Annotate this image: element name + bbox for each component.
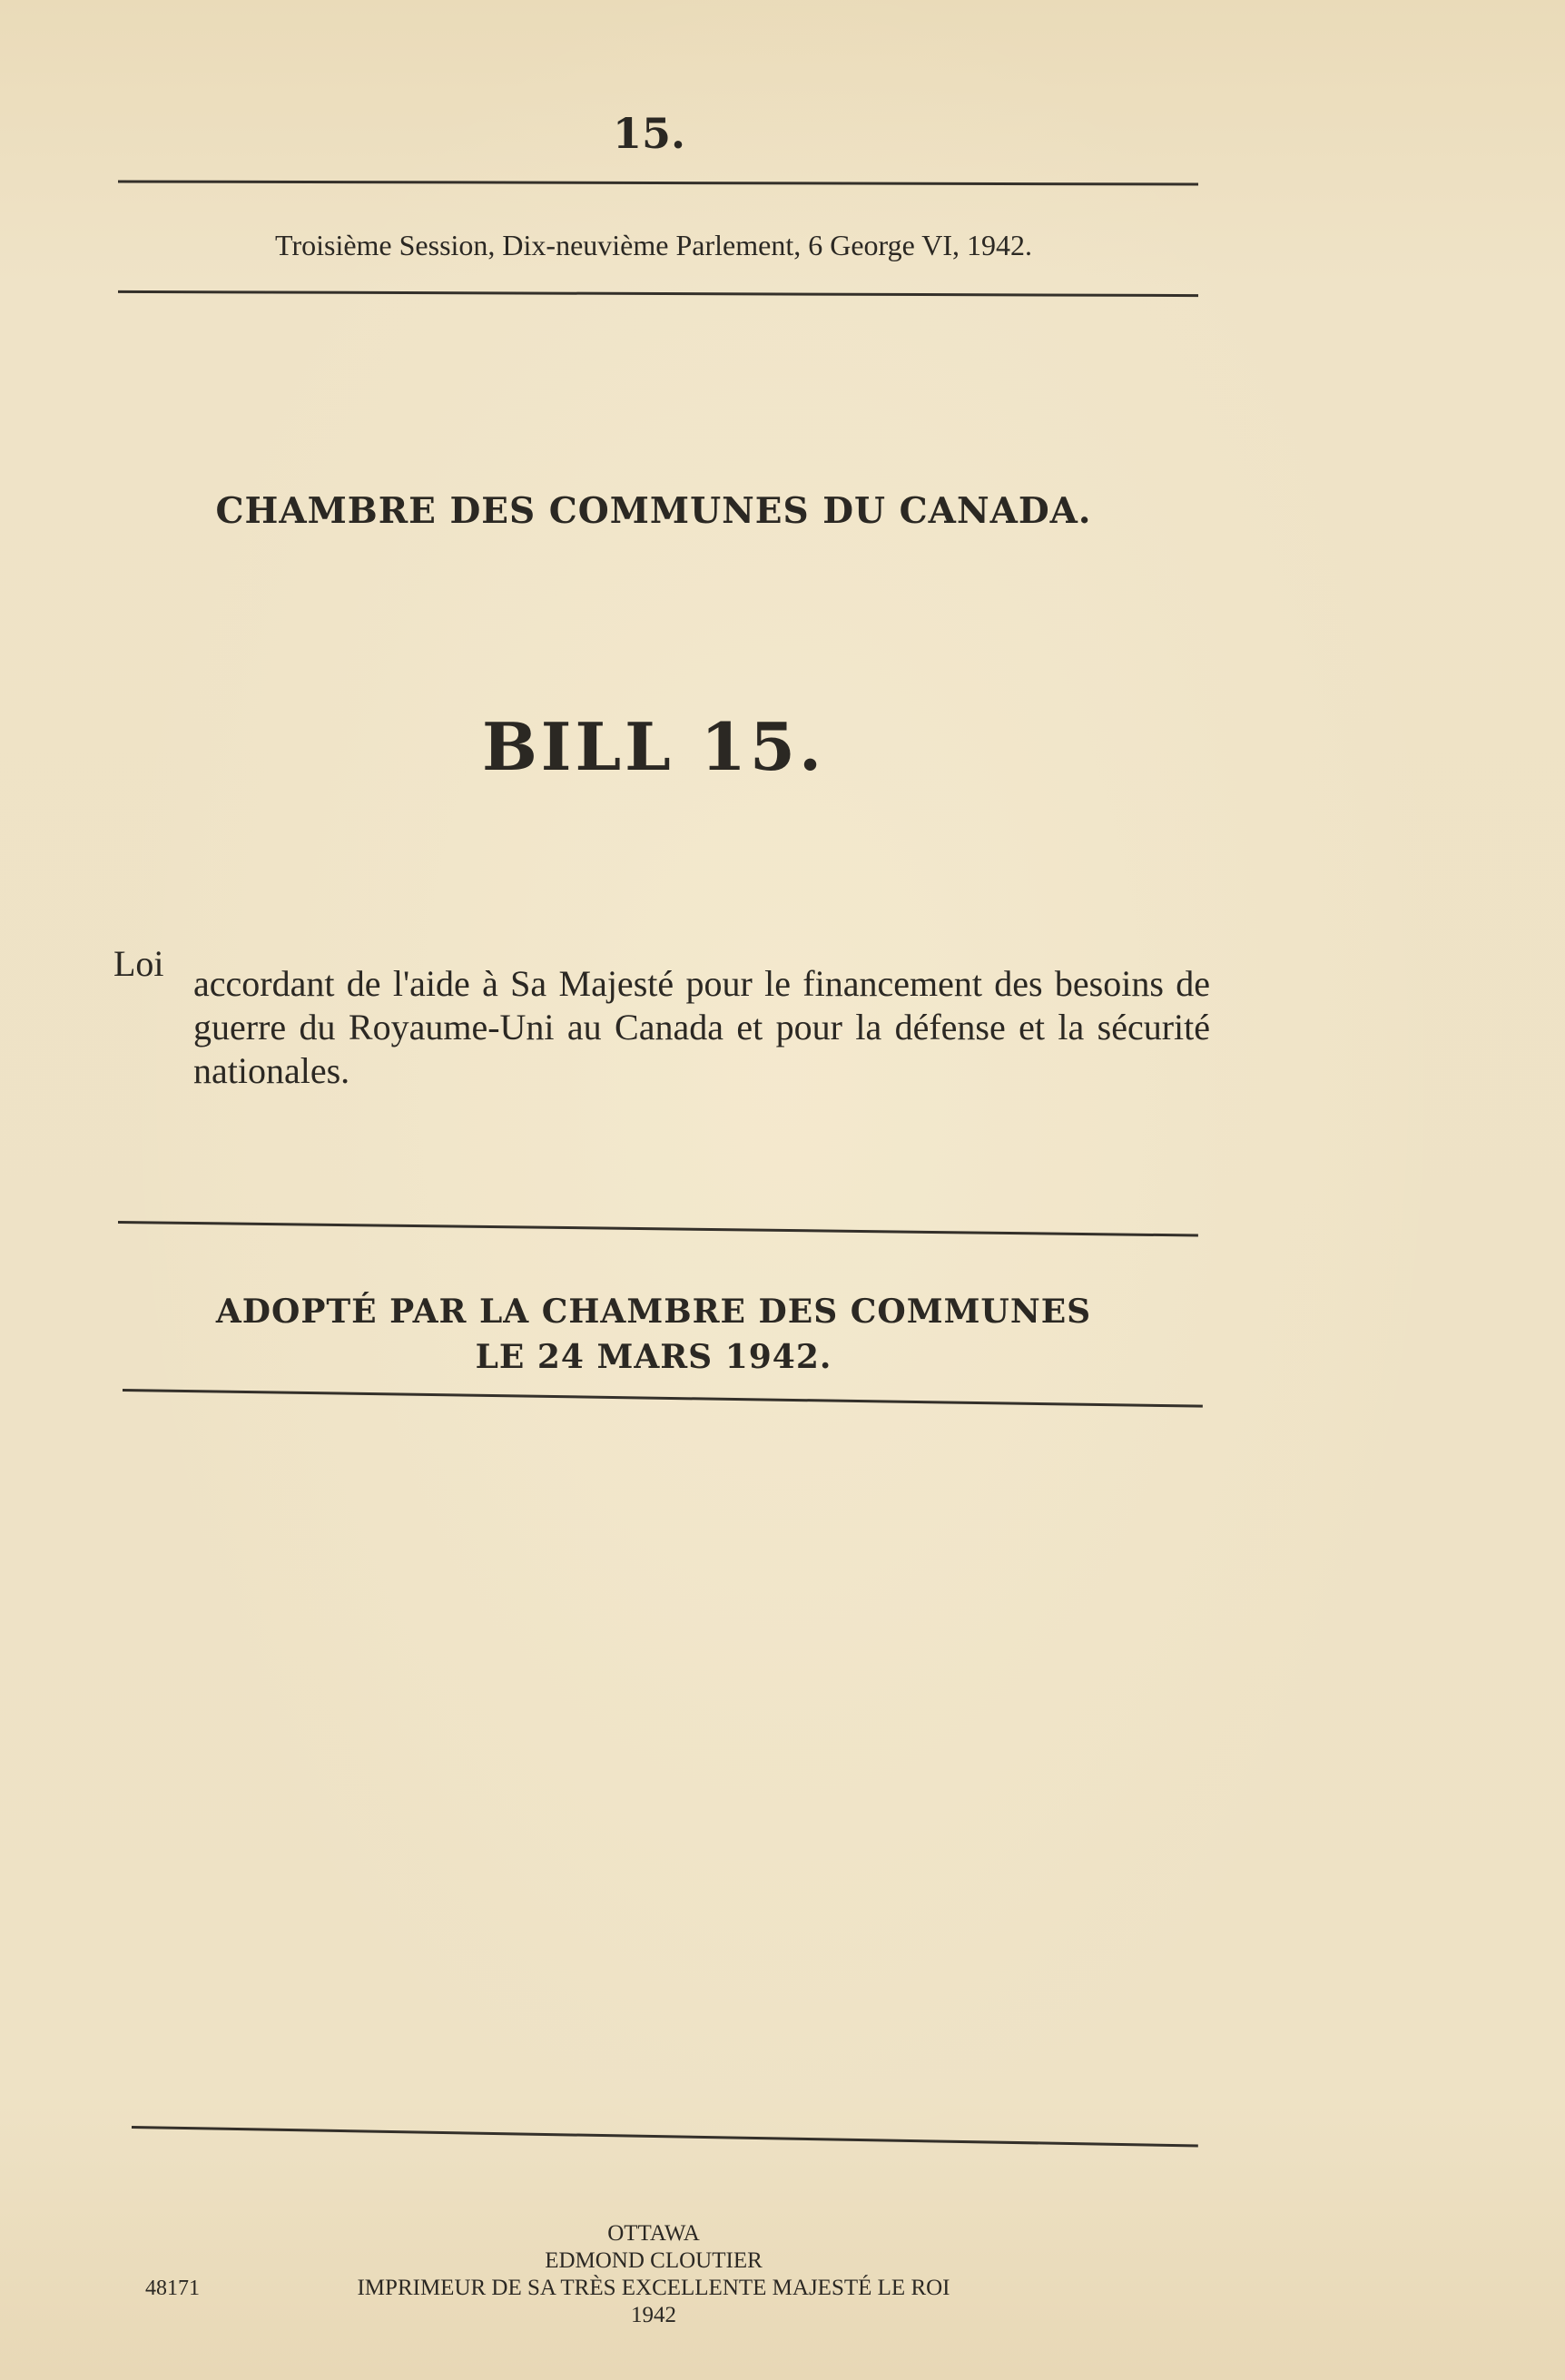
- session-rule: [118, 290, 1198, 297]
- imprint-city: OTTAWA: [607, 2221, 700, 2246]
- imprint-printer-name: EDMOND CLOUTIER: [545, 2248, 763, 2273]
- adoption-notice: [136, 1289, 1171, 1380]
- adoption-rule: [123, 1389, 1203, 1408]
- top-rule: [118, 180, 1198, 185]
- session-line: Troisième Session, Dix-neuvième Parlement, 6 George VI, 1942.: [275, 229, 1032, 261]
- printer-block: [290, 2220, 1017, 2329]
- bill-description: accordant de l'aide à Sa Majesté pour le financement des besoins de guerre du Royaume-Uni au Canada et pour la défense et la sécurité nationales.: [193, 963, 1210, 1091]
- page-number: 15.: [612, 109, 686, 158]
- description-rule: [118, 1221, 1198, 1237]
- imprint-printer-title: IMPRIMEUR DE SA TRÈS EXCELLENTE MAJESTÉ LE ROI: [357, 2276, 950, 2300]
- bottom-rule: [132, 2126, 1198, 2148]
- print-code: 48171: [145, 2277, 200, 2300]
- imprint-year: 1942: [631, 2303, 676, 2327]
- adoption-line-2: LE 24 MARS 1942.: [475, 1338, 832, 1376]
- bill-description-loi: Loi: [113, 943, 164, 984]
- adoption-line-1: ADOPTÉ PAR LA CHAMBRE DES COMMUNES: [215, 1293, 1092, 1331]
- bill-title: BILL 15.: [481, 708, 826, 785]
- chamber-title: CHAMBRE DES COMMUNES DU CANADA.: [215, 490, 1092, 532]
